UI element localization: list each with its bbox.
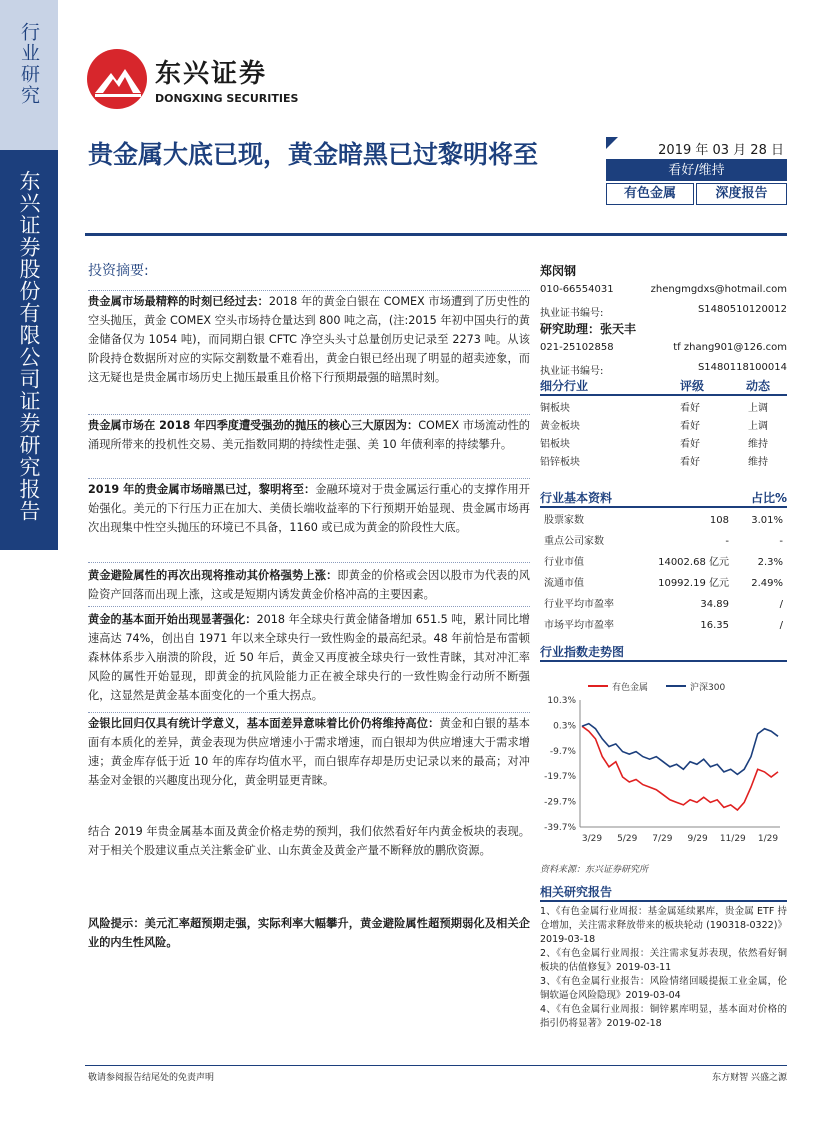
chart-header — [540, 642, 787, 662]
header-divider — [85, 233, 787, 236]
cell: / — [779, 599, 783, 610]
rating-badge: 看好/维持 — [606, 161, 787, 181]
cell: 维持 — [748, 439, 768, 450]
divider — [88, 712, 530, 713]
cell: 铜板块 — [540, 403, 570, 414]
report-type-tag: 深度报告 — [696, 183, 787, 205]
summary-paragraph — [88, 480, 530, 537]
cell: 看好 — [680, 439, 700, 450]
cert-label: 执业证书编号: — [540, 308, 604, 319]
footer-divider — [85, 1065, 787, 1066]
series-line-1 — [582, 726, 778, 810]
para-text: 即黄金的价格或会因以股市为代表的风险资产回落而出现上涨，这或是短期内诱发黄金价格冲高的主要因素。 — [88, 569, 530, 601]
table-row — [540, 617, 787, 635]
list-item[interactable]: 2、《有色金属行业周报：关注需求复苏表现，依然看好铜板块的估值修复》2019-03-11 — [540, 948, 787, 973]
cell: 重点公司家数 — [544, 536, 604, 547]
summary-paragraph — [88, 822, 530, 860]
para-text: 金融环境对于贵金属运行重心的支撑作用开始强化。美元的下行压力正在加大、美债长端收益率的下行预期开始显现、贵金属市场再次出现集中性空头抛压的环境已不具备，1160 或已成为黄金的阶段性大底。 — [88, 483, 530, 534]
cert-number: S1480118100014 — [697, 362, 787, 373]
table-row — [540, 400, 787, 418]
cell: 行业平均市盈率 — [544, 599, 614, 610]
assistant-email[interactable]: tf zhang901@126.com — [673, 342, 787, 353]
x-tick-label: 9/29 — [687, 834, 708, 844]
report-date: 2019 年 03 月 28 日 — [658, 143, 784, 158]
table-row — [540, 436, 787, 454]
table-row — [540, 418, 787, 436]
col-header: 占比% — [750, 491, 787, 505]
cell: 10992.19 亿元 — [658, 578, 729, 589]
para-lead: 2019 年的贵金属市场暗黑已过，黎明将至： — [88, 483, 316, 496]
sidebar-category: 行业研究 — [18, 22, 40, 106]
logo-text-cn: 东兴证券 — [155, 59, 268, 89]
y-tick-label: 0.3% — [553, 721, 576, 732]
cell: 2.3% — [757, 557, 783, 568]
summary-paragraph — [88, 416, 530, 454]
date-rating-box — [606, 137, 787, 207]
y-tick-label: -19.7% — [544, 772, 576, 783]
table-row — [540, 512, 787, 530]
cell: 34.89 — [700, 599, 729, 610]
summary-paragraph — [88, 610, 530, 705]
x-tick-label: 1/29 — [757, 834, 779, 844]
legend-label: 沪深300 — [690, 683, 726, 693]
assistant-name: 研究助理：张天丰 — [540, 322, 637, 336]
para-lead: 贵金属市场最精粹的时刻已经过去： — [88, 295, 269, 308]
logo-emblem-icon — [85, 47, 149, 111]
cell: 14002.68 亿元 — [658, 557, 729, 568]
report-title: 贵金属大底已现，黄金暗黑已过黎明将至 — [88, 140, 539, 169]
y-tick-label: 10.3% — [547, 696, 576, 706]
sidebar-company: 东兴证券股份有限公司证券研究报告 — [17, 170, 41, 522]
table-row — [540, 454, 787, 472]
chart-title: 行业指数走势图 — [540, 645, 625, 659]
cell: 流通市值 — [544, 578, 584, 589]
summary-paragraph — [88, 714, 530, 790]
para-text: 结合 2019 年贵金属基本面及黄金价格走势的预判，我们依然看好年内黄金板块的表现。对于相关个股建议重点关注紫金矿业、山东黄金及黄金产量不断释放的鹏欣资源。 — [88, 825, 530, 857]
x-tick-label: 5/29 — [617, 834, 638, 844]
para-lead: 金银比回归仅具有统计学意义，基本面差异意味着比价仍将维持高位： — [88, 717, 440, 730]
cell: 铅锌板块 — [540, 457, 580, 468]
cell: 108 — [709, 515, 729, 526]
analyst-name: 郑闵钢 — [540, 264, 577, 278]
assistant-phone: 021-25102858 — [540, 342, 614, 353]
cell: 上调 — [748, 421, 768, 432]
cert-label: 执业证书编号: — [540, 366, 604, 377]
x-tick-label: 3/29 — [581, 834, 603, 844]
logo-text-en: DONGXING SECURITIES — [155, 92, 299, 105]
x-tick-label: 11/29 — [719, 834, 746, 844]
list-item[interactable]: 3、《有色金属行业报告：风险情绪回暖提振工业金属，伦铜软逼仓风险隐现》2019-03-04 — [540, 976, 787, 1001]
table-row — [540, 596, 787, 614]
summary-paragraph — [88, 566, 530, 604]
divider — [88, 606, 530, 607]
industry-basic-header — [540, 488, 787, 508]
cell: 股票家数 — [544, 515, 584, 526]
company-logo — [85, 45, 315, 115]
para-lead: 黄金的基本面开始出现显著强化： — [88, 613, 257, 626]
col-header: 行业基本资料 — [540, 491, 613, 505]
analyst-phone: 010-66554031 — [540, 284, 614, 295]
table-row — [540, 554, 787, 572]
cell: 铝板块 — [540, 439, 570, 450]
para-text: 2018 年全球央行黄金储备增加 651.5 吨，累计同比增速高达 74%，创出自 1971 年以来全球央行一致性购金的最高纪录。48 年前恰是布雷顿森林体系步入崩溃的阶段，近 50 年后，黄金又再度被全球央行一致性青睐，其对冲汇率风险的属性开始显现，即黄金的抗风险能力正在被全球央行的一致性购金行动所不断强化，这显然是黄金基本面变化的一个重大拐点。 — [88, 613, 530, 702]
footer-disclaimer: 敬请参阅报告结尾处的免责声明 — [88, 1073, 215, 1083]
sector-tag: 有色金属 — [606, 183, 694, 205]
col-header: 评级 — [680, 379, 705, 393]
cell: - — [779, 536, 783, 547]
cell: 看好 — [680, 421, 700, 432]
cell: 2.49% — [751, 578, 783, 589]
cell: 看好 — [680, 403, 700, 414]
table-row — [540, 575, 787, 593]
y-tick-label: -29.7% — [544, 797, 576, 808]
cell: 上调 — [748, 403, 768, 414]
related-header — [540, 882, 787, 902]
cell: 3.01% — [751, 515, 783, 526]
risk-warning — [88, 914, 530, 952]
related-reports-list — [540, 905, 787, 1031]
sidebar — [0, 0, 58, 1122]
chart-svg — [540, 672, 787, 862]
para-lead: 贵金属市场在 2018 年四季度遭受强劲的抛压的核心三大原因为： — [88, 419, 419, 432]
divider — [88, 562, 530, 563]
col-header: 细分行业 — [540, 379, 589, 393]
table-row — [540, 533, 787, 551]
cell: 市场平均市盈率 — [544, 620, 614, 631]
cert-number: S1480510120012 — [697, 304, 787, 315]
para-text: COMEX 市场流动性的涌现所带来的投机性交易、美元指数同期的持续性走强、美 10 年债利率的持续攀升。 — [88, 419, 530, 451]
date-line — [606, 137, 787, 161]
footer-slogan: 东方财智 兴盛之源 — [712, 1073, 787, 1083]
sidebar-category-block — [0, 0, 58, 150]
chart-source: 资料来源：东兴证券研究所 — [540, 865, 649, 875]
divider — [88, 414, 530, 415]
y-tick-label: -9.7% — [549, 746, 576, 757]
list-item[interactable]: 1、《有色金属行业周报：基金属延续累库，贵金属 ETF 持仓增加，关注需求释放带来的板块轮动 (190318-0322)》2019-03-18 — [540, 906, 787, 945]
index-trend-chart — [540, 672, 787, 862]
cell: 看好 — [680, 457, 700, 468]
col-header: 动态 — [746, 379, 771, 393]
divider — [88, 290, 530, 291]
series-line-2 — [582, 724, 778, 775]
divider — [88, 478, 530, 479]
cell: 黄金板块 — [540, 421, 580, 432]
summary-paragraph — [88, 292, 530, 387]
analyst-email[interactable]: zhengmgdxs@hotmail.com — [650, 284, 787, 295]
para-text: 黄金和白银的基本面有本质化的差异，黄金表现为供应增速小于需求增速，而白银却为供应增速大于需求增速；黄金库存低于近 10 年的库存均值水平，而白银库存却是历史记录以来的最高；对冲基金对金银的兴趣度出现分化，黄金明显更青睐。 — [88, 717, 530, 787]
para-text: 2018 年的黄金白银在 COMEX 市场遭到了历史性的空头抛压，黄金 COMEX 空头市场持仓量达到 800 吨之高，(注:2015 年初中国央行的黄金储备仅为 1054 吨)，而同期白银 CFTC 净空头头寸总量创历史记录至 2273 吨。从该阶段持仓数据所对应的实际交割数量不难看出，黄金白银已经出现了明显的超卖迹象，而这无疑也是贵金属市场历史上抛压最重且价格下行预期最强的暗黑时刻。 — [88, 295, 530, 384]
summary-heading: 投资摘要: — [88, 263, 149, 279]
cell: 行业市值 — [544, 557, 584, 568]
x-tick-label: 7/29 — [652, 834, 673, 844]
cell: - — [725, 536, 729, 547]
y-tick-label: -39.7% — [544, 823, 576, 833]
corner-triangle-icon — [606, 137, 618, 149]
cell: 维持 — [748, 457, 768, 468]
para-lead: 风险提示：美元汇率超预期走强，实际利率大幅攀升，黄金避险属性超预期弱化及相关企业的内生性风险。 — [88, 917, 530, 949]
list-item[interactable]: 4、《有色金属行业周报：铜锌累库明显，基本面对价格的指引仍将显著》2019-02-18 — [540, 1004, 787, 1029]
related-heading: 相关研究报告 — [540, 885, 613, 899]
cell: 16.35 — [700, 620, 729, 631]
sub-industry-header — [540, 376, 787, 396]
legend-label: 有色金属 — [612, 683, 649, 693]
cell: / — [779, 620, 783, 631]
sidebar-company-block — [0, 150, 58, 550]
para-lead: 黄金避险属性的再次出现将推动其价格强势上涨： — [88, 569, 338, 582]
